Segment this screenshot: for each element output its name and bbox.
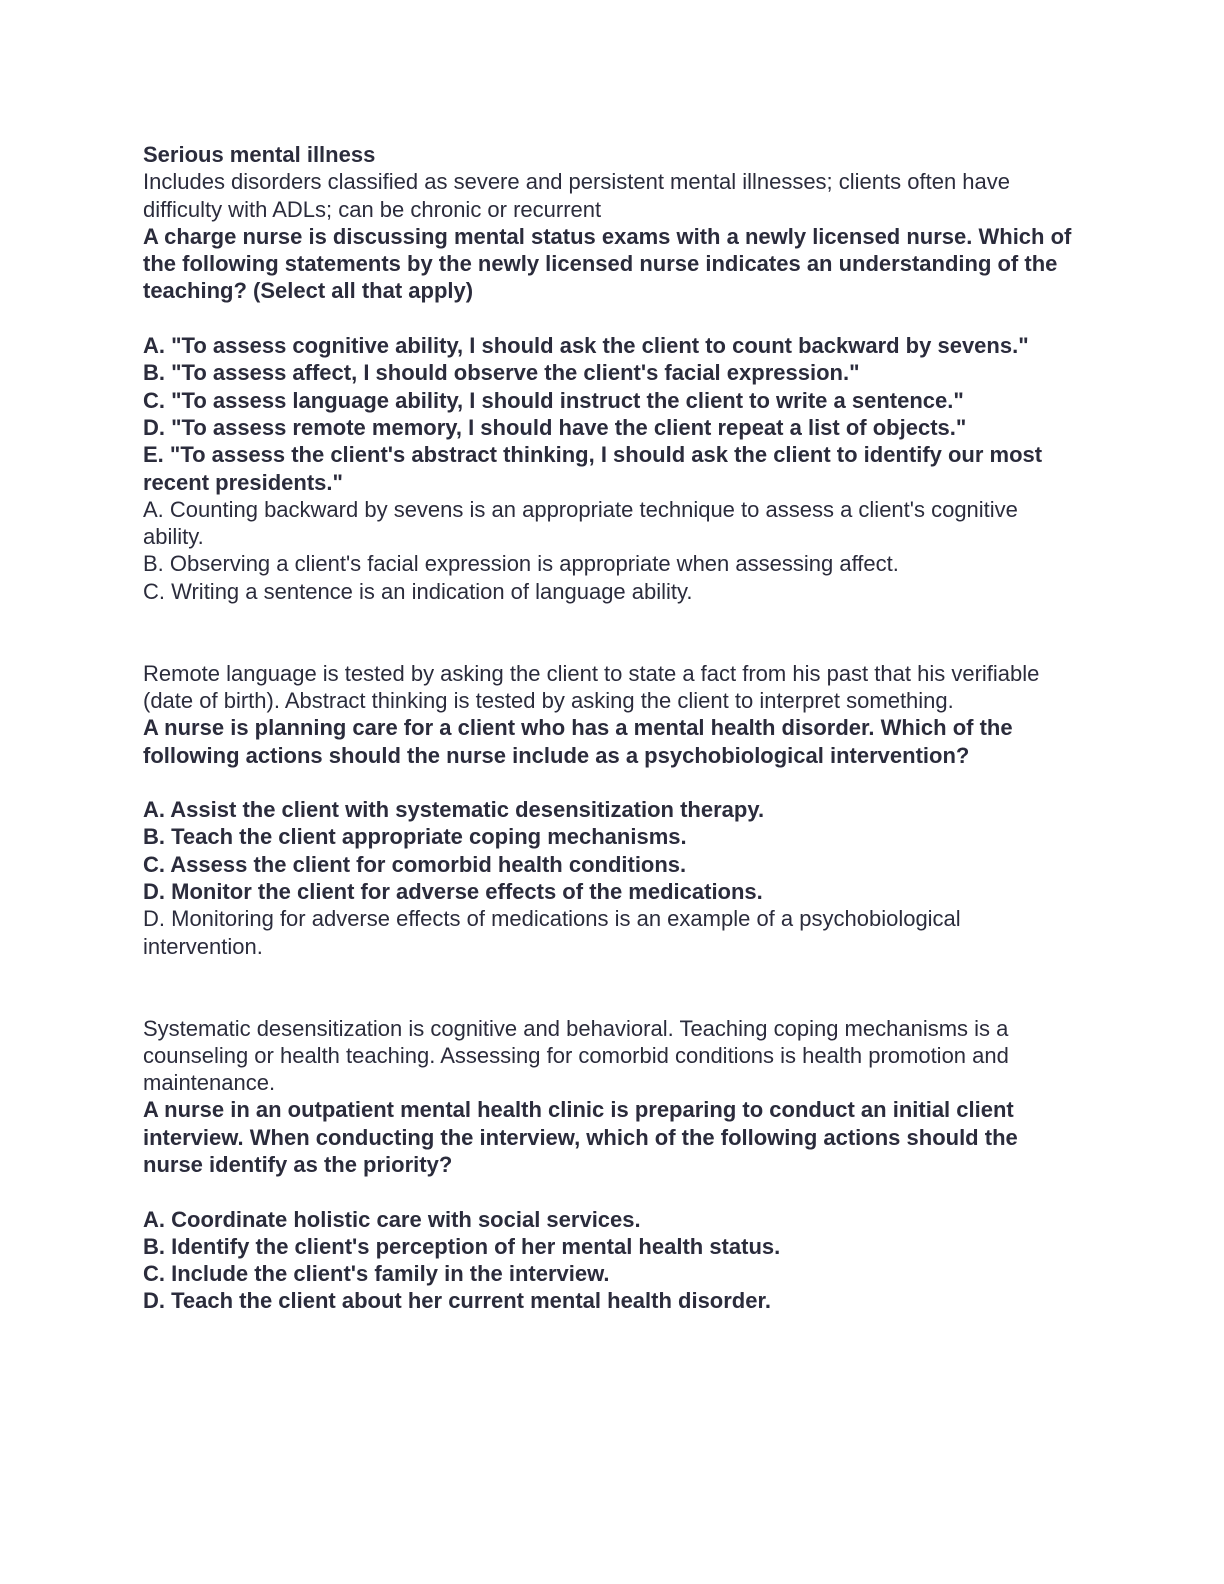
section-definition: Includes disorders classified as severe and persistent mental illnesses; clients often have difficulty with ADLs; can be chronic or recurrent	[143, 169, 1011, 222]
section-heading: Serious mental illness	[143, 142, 376, 167]
question-1-option-c: C. "To assess language ability, I should instruct the client to write a sentence."	[143, 387, 964, 413]
question-2-option-d: D. Monitor the client for adverse effects of the medications.	[143, 879, 763, 905]
spacer	[143, 605, 1083, 660]
question-3-option-a: A. Coordinate holistic care with social services.	[143, 1206, 641, 1232]
spacer	[143, 305, 1083, 332]
question-1-answer-c: C. Writing a sentence is an indication of language ability.	[143, 578, 693, 604]
question-1-option-a: A. "To assess cognitive ability, I should ask the client to count backward by sevens."	[143, 333, 1029, 359]
question-1-option-e: E. "To assess the client's abstract thinking, I should ask the client to identify our most recent presidents."	[143, 442, 1043, 495]
question-2-answer-d: D. Monitoring for adverse effects of medications is an example of a psychobiological intervention.	[143, 906, 961, 959]
question-1-answer-b: B. Observing a client's facial expression is appropriate when assessing affect.	[143, 551, 899, 577]
question-1-option-b: B. "To assess affect, I should observe the client's facial expression."	[143, 360, 860, 386]
question-1-stem: A charge nurse is discussing mental status exams with a newly licensed nurse. Which of the following statements by the newly licensed nurse indicates an understanding of the teaching? (Select all that apply)	[143, 223, 1072, 304]
spacer	[143, 1178, 1083, 1205]
question-3-stem: A nurse in an outpatient mental health clinic is preparing to conduct an initial client interview. When conducting the interview, which of the following actions should the nurse identify as the priority?	[143, 1097, 1018, 1177]
spacer	[143, 769, 1083, 796]
question-2-rationale: Systematic desensitization is cognitive and behavioral. Teaching coping mechanisms is a counseling or health teaching. Assessing for comorbid conditions is health promotion and maintenance.	[143, 1015, 1009, 1096]
question-2-option-b: B. Teach the client appropriate coping mechanisms.	[143, 824, 687, 850]
question-2-option-c: C. Assess the client for comorbid health conditions.	[143, 851, 687, 877]
document-page	[143, 141, 1083, 1315]
question-3-option-b: B. Identify the client's perception of her mental health status.	[143, 1233, 781, 1259]
question-1-rationale: Remote language is tested by asking the client to state a fact from his past that his verifiable (date of birth). Abstract thinking is tested by asking the client to interpret something.	[143, 660, 1040, 713]
question-1-option-d: D. "To assess remote memory, I should have the client repeat a list of objects."	[143, 414, 967, 440]
question-1-answer-a: A. Counting backward by sevens is an appropriate technique to assess a client's cognitive ability.	[143, 496, 1018, 550]
spacer	[143, 960, 1083, 1015]
question-3-option-c: C. Include the client's family in the interview.	[143, 1261, 610, 1287]
question-2-stem: A nurse is planning care for a client who has a mental health disorder. Which of the following actions should the nurse include as a psychobiological intervention?	[143, 715, 1013, 768]
question-2-option-a: A. Assist the client with systematic desensitization therapy.	[143, 797, 765, 823]
question-3-option-d: D. Teach the client about her current mental health disorder.	[143, 1288, 771, 1314]
